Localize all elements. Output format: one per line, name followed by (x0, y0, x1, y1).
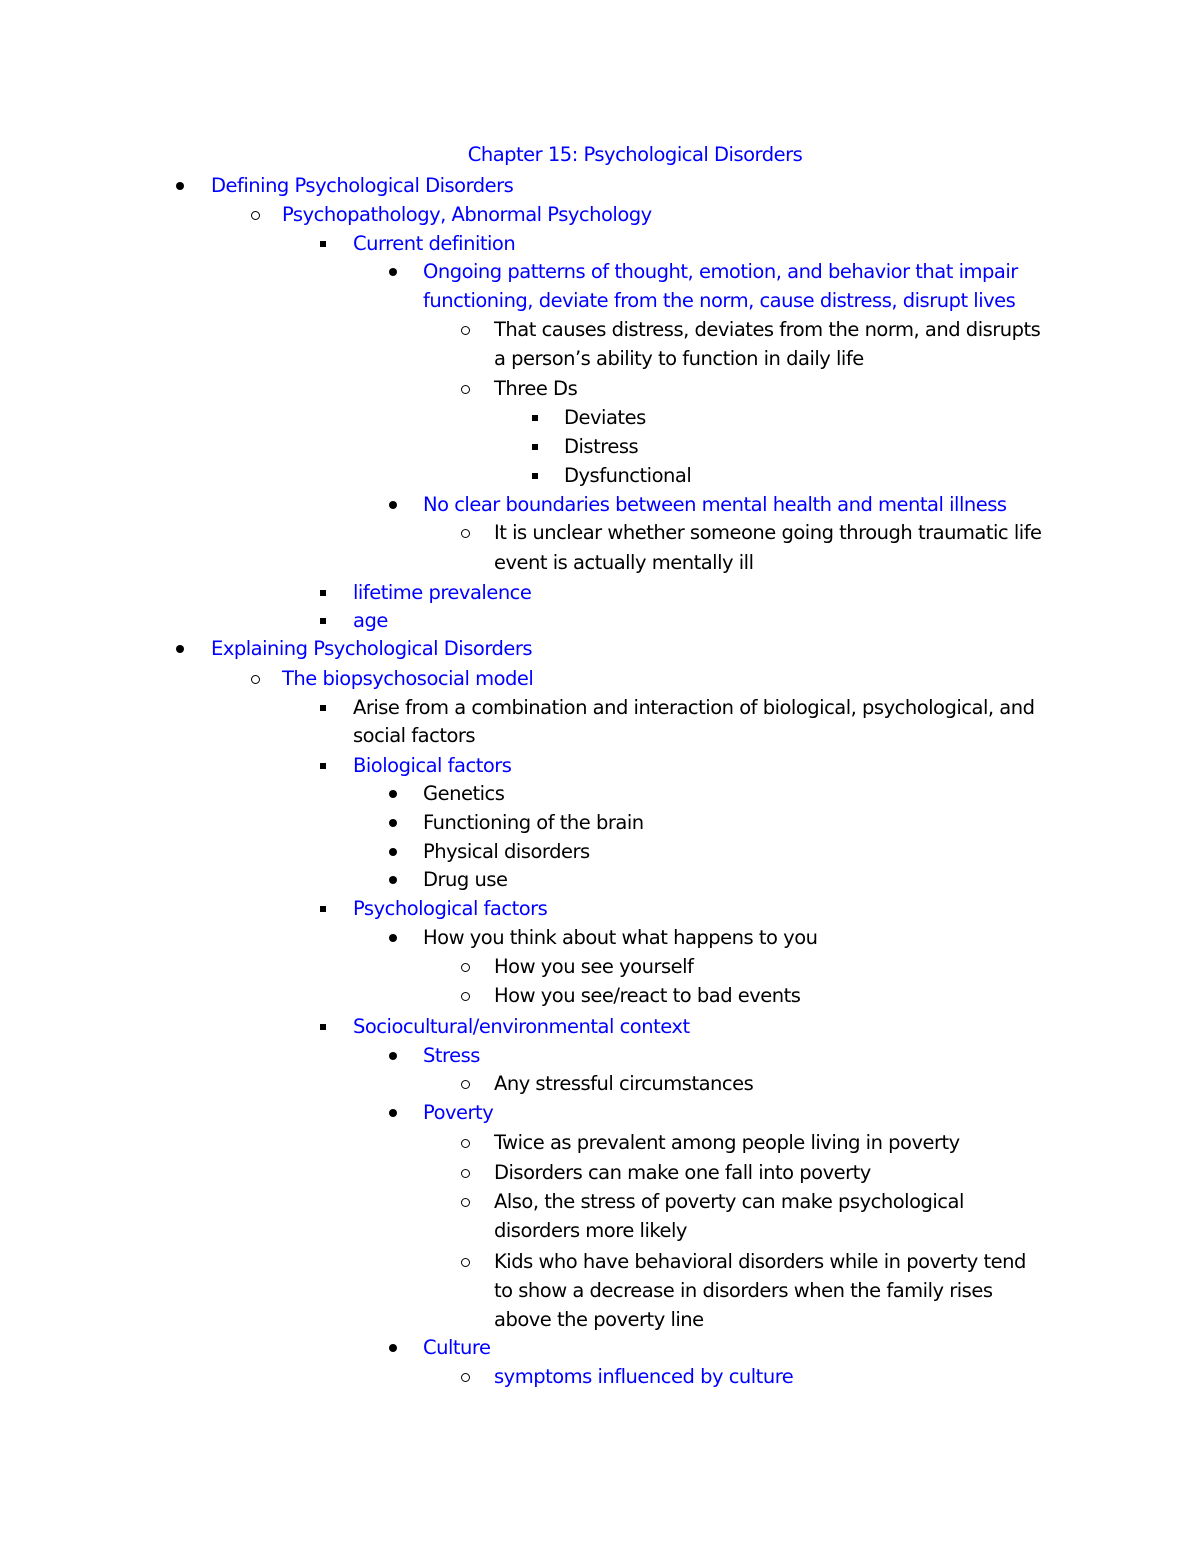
bullet-square-icon (313, 693, 333, 723)
bullet-circle-icon (245, 664, 265, 694)
bullet-square-icon (525, 403, 545, 433)
bullet-square-icon (313, 1012, 333, 1042)
bullet-circle-icon (455, 315, 475, 345)
bullet-circle-icon (455, 1362, 475, 1392)
item-deviates: Deviates (564, 406, 646, 429)
subheading-psychopathology: Psychopathology, Abnormal Psychology (282, 203, 652, 226)
bullet-disc-icon (383, 1041, 403, 1071)
bullet-disc-icon (383, 490, 403, 520)
bullet-square-icon (313, 578, 333, 608)
bullet-square-icon (525, 461, 545, 491)
bullet-circle-icon (455, 374, 475, 404)
heading-explaining: Explaining Psychological Disorders (211, 637, 533, 660)
item-age: age (353, 609, 388, 632)
item-biological-factors: Biological factors (353, 754, 512, 777)
item-no-clear: No clear boundaries between mental health and mental illness (423, 493, 1007, 516)
bullet-circle-icon (455, 1069, 475, 1099)
bullet-disc-icon (383, 837, 403, 867)
bullet-circle-icon (455, 518, 475, 548)
bullet-circle-icon (455, 1187, 475, 1217)
bullet-square-icon (313, 751, 333, 781)
item-unclear-line2: event is actually mentally ill (494, 551, 754, 574)
bullet-square-icon (313, 894, 333, 924)
bullet-square-icon (525, 432, 545, 462)
bullet-disc-icon (383, 923, 403, 953)
item-psychological-factors: Psychological factors (353, 897, 548, 920)
bullet-disc-icon (383, 865, 403, 895)
bullet-disc-icon (383, 257, 403, 287)
bullet-circle-icon (455, 1158, 475, 1188)
item-genetics: Genetics (423, 782, 505, 805)
page-title: Chapter 15: Psychological Disorders (467, 143, 803, 166)
item-three-ds: Three Ds (494, 377, 578, 400)
bullet-disc-icon (383, 1333, 403, 1363)
item-poverty: Poverty (423, 1101, 494, 1124)
item-poverty-stress-line2: disorders more likely (494, 1219, 687, 1242)
heading-defining: Defining Psychological Disorders (211, 174, 514, 197)
item-how-you-react: How you see/react to bad events (494, 984, 801, 1007)
item-stressful-circumstances: Any stressful circumstances (494, 1072, 754, 1095)
item-brain-functioning: Functioning of the brain (423, 811, 644, 834)
bullet-disc-icon (383, 808, 403, 838)
item-symptoms-culture: symptoms influenced by culture (494, 1365, 794, 1388)
item-how-you-think: How you think about what happens to you (423, 926, 818, 949)
item-lifetime-prevalence: lifetime prevalence (353, 581, 532, 604)
item-culture: Culture (423, 1336, 491, 1359)
item-how-you-see-yourself: How you see yourself (494, 955, 694, 978)
item-poverty-kids-line1: Kids who have behavioral disorders while in poverty tend (494, 1250, 1026, 1273)
item-drug-use: Drug use (423, 868, 508, 891)
item-current-definition: Current definition (353, 232, 516, 255)
bullet-disc-icon (383, 779, 403, 809)
item-poverty-kids-line2: to show a decrease in disorders when the family rises (494, 1279, 993, 1302)
bullet-circle-icon (455, 981, 475, 1011)
item-arise-line1: Arise from a combination and interaction of biological, psychological, and (353, 696, 1035, 719)
item-dysfunctional: Dysfunctional (564, 464, 692, 487)
item-sociocultural-context: Sociocultural/environmental context (353, 1015, 690, 1038)
bullet-disc-icon (383, 1098, 403, 1128)
item-poverty-fall: Disorders can make one fall into poverty (494, 1161, 871, 1184)
bullet-disc-icon (170, 634, 190, 664)
item-causes-line2: a person’s ability to function in daily life (494, 347, 864, 370)
item-stress: Stress (423, 1044, 480, 1067)
item-causes-line1: That causes distress, deviates from the norm, and disrupts (494, 318, 1041, 341)
bullet-square-icon (313, 606, 333, 636)
item-arise-line2: social factors (353, 724, 476, 747)
item-ongoing-line1: Ongoing patterns of thought, emotion, and behavior that impair (423, 260, 1018, 283)
item-poverty-kids-line3: above the poverty line (494, 1308, 704, 1331)
bullet-circle-icon (245, 200, 265, 230)
bullet-circle-icon (455, 1128, 475, 1158)
item-physical-disorders: Physical disorders (423, 840, 590, 863)
bullet-disc-icon (170, 171, 190, 201)
item-ongoing-line2: functioning, deviate from the norm, cause distress, disrupt lives (423, 289, 1016, 312)
item-distress: Distress (564, 435, 639, 458)
item-poverty-prevalent: Twice as prevalent among people living in poverty (494, 1131, 960, 1154)
bullet-circle-icon (455, 1247, 475, 1277)
bullet-circle-icon (455, 952, 475, 982)
bullet-square-icon (313, 229, 333, 259)
item-unclear-line1: It is unclear whether someone going through traumatic life (494, 521, 1042, 544)
item-poverty-stress-line1: Also, the stress of poverty can make psychological (494, 1190, 964, 1213)
subheading-biopsychosocial: The biopsychosocial model (282, 667, 534, 690)
